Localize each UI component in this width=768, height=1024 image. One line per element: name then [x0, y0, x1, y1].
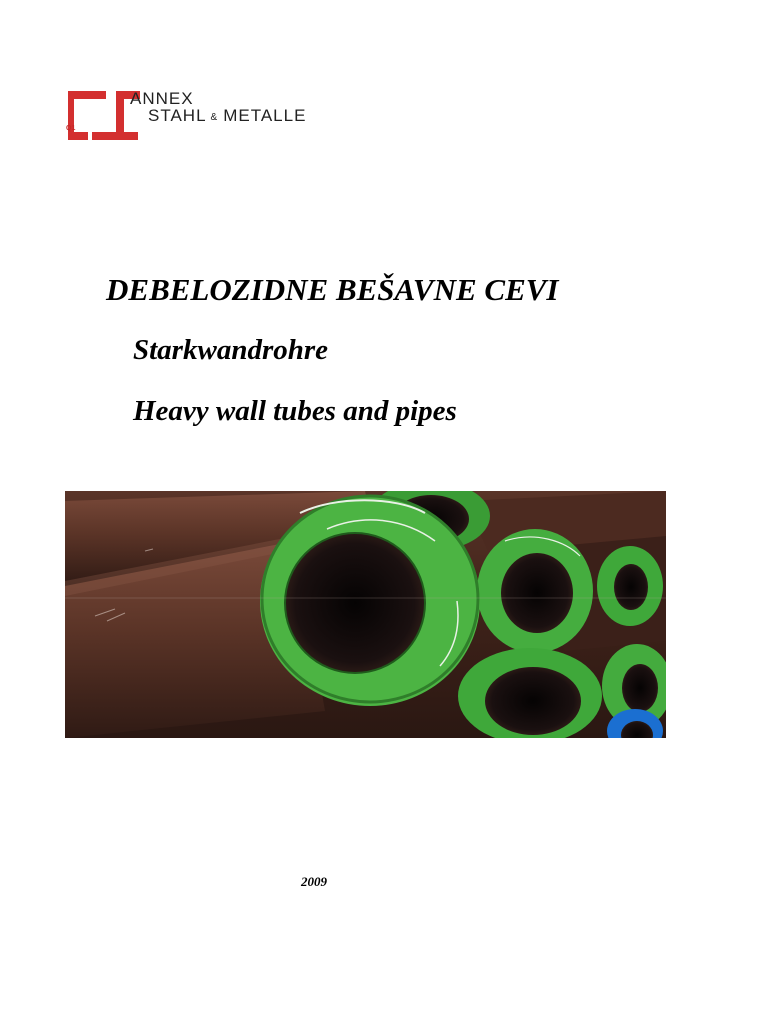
- logo-text-annex: ANNEX: [130, 89, 194, 108]
- document-subtitle-german: Starkwandrohre: [133, 334, 329, 366]
- document-subtitle-english: Heavy wall tubes and pipes: [133, 395, 457, 427]
- logo-text-stahl-metalle: [148, 106, 306, 126]
- logo-text-metalle: METALLE: [223, 106, 307, 125]
- logo-text-stahl: STAHL: [148, 106, 207, 125]
- pipes-illustration: [65, 491, 666, 738]
- logo-badge: Q1: [66, 125, 76, 132]
- logo-text-amp: &: [210, 112, 219, 123]
- document-year: 2009: [301, 874, 327, 889]
- pipes-photo: [65, 491, 666, 738]
- document-title: DEBELOZIDNE BEŠAVNE CEVI: [106, 272, 559, 307]
- company-logo: [62, 88, 402, 144]
